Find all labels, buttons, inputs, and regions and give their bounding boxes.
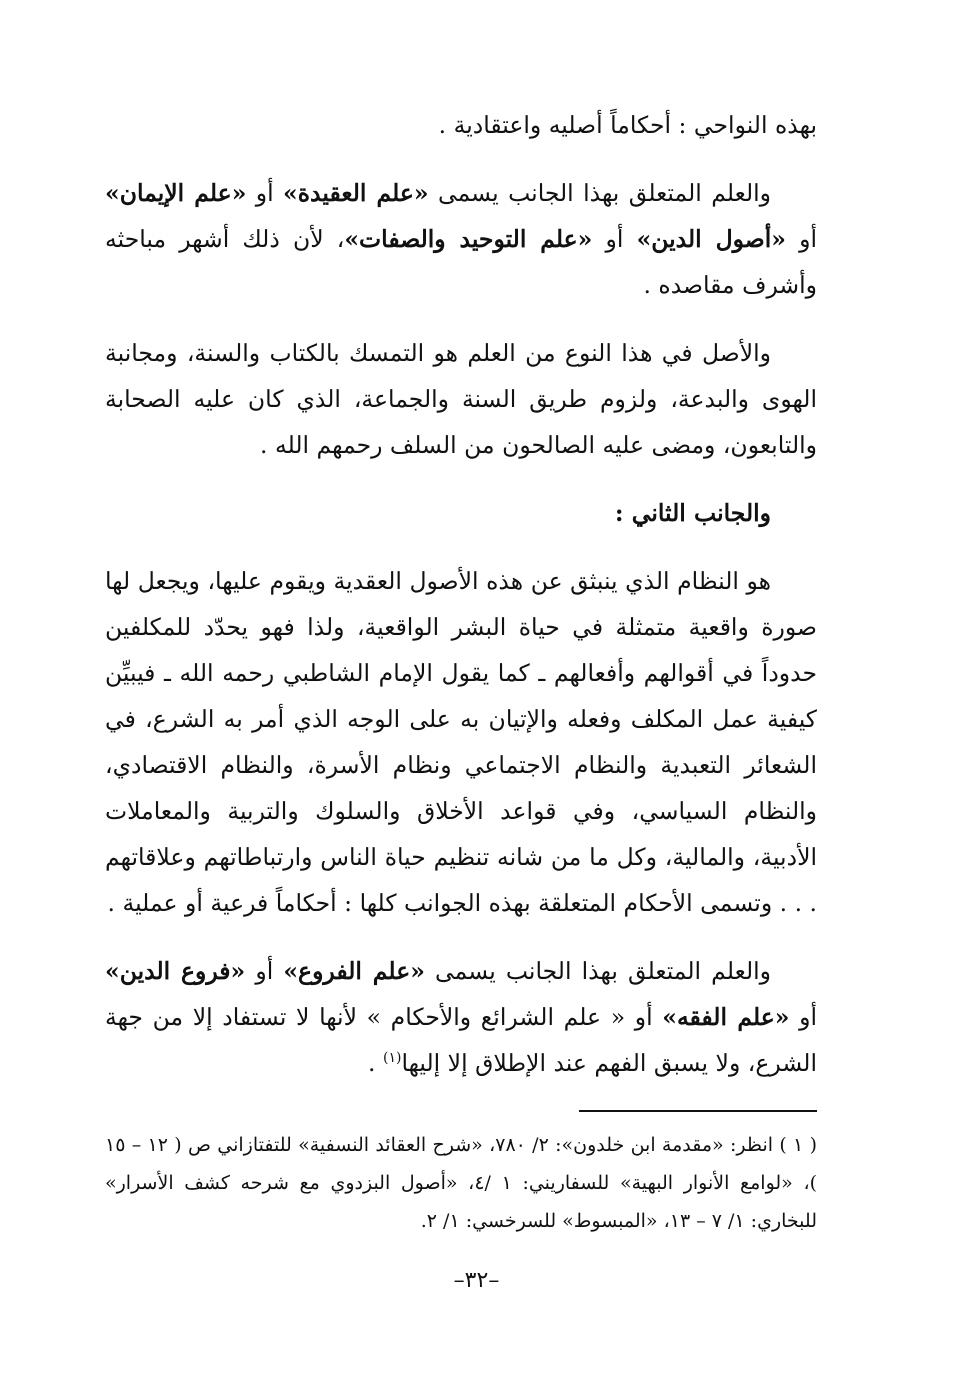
paragraph-fiqh-naming	[105, 948, 817, 1086]
text-run: ، لأن ذلك أشهر مباحثه وأشرف مقاصده .	[105, 225, 817, 299]
section-heading: والجانب الثاني :	[614, 499, 771, 527]
footnotes	[105, 1126, 817, 1240]
text-run: .	[368, 1049, 383, 1077]
main-text	[105, 102, 817, 1108]
text-run: أو	[246, 179, 284, 207]
term-usul-al-din: «أصول الدين»	[636, 225, 786, 253]
text-run: والعلم المتعلق بهذا الجانب يسمى	[428, 179, 771, 207]
text-run: أو « علم الشرائع والأحكام » لأنها لا تستفاد إلا من جهة الشرع، ولا يسبق الفهم عند الإطلاق إلا إليها	[105, 1003, 817, 1077]
footnote-1: ( ١ ) انظر: «مقدمة ابن خلدون»: ٢/ ٧٨٠، «شرح العقائد النسفية» للتفتازاني ص ( ١٢ – ١٥ )، «لوامع الأنوار البهية» للسفاريني: ١ /٤، «أصول البزدوي مع شرحه كشف الأسرار» للبخاري: ١/ ٧ – ١٣، «المبسوط» للسرخسي: ١/ ٢.	[105, 1134, 817, 1232]
text-run: أو	[245, 957, 284, 985]
term-ilm-al-iman: «علم الإيمان»	[105, 179, 247, 207]
footnote-reference[interactable]: (١)	[382, 1050, 402, 1067]
page-number: –٣٢–	[453, 1268, 500, 1293]
paragraph-principle: والأصل في هذا النوع من العلم هو التمسك بالكتاب والسنة، ومجانبة الهوى والبدعة، ولزوم طريق السنة والجماعة، الذي كان عليه الصحابة والتابعون، ومضى عليه الصالحون من السلف رحمهم الله .	[105, 339, 817, 459]
term-ilm-al-furu: «علم الفروع»	[283, 957, 425, 985]
term-ilm-al-aqeedah: «علم العقيدة»	[283, 179, 429, 207]
term-ilm-al-fiqh: «علم الفقه»	[662, 1003, 790, 1031]
term-furu-al-din: «فروع الدين»	[105, 957, 246, 985]
text-run: أو	[789, 1003, 818, 1031]
footnote-separator	[579, 1110, 817, 1112]
paragraph-second-aspect: هو النظام الذي ينبثق عن هذه الأصول العقدية ويقوم عليها، ويجعل لها صورة واقعية متمثلة في حياة البشر الواقعية، ولذا فهو يحدّد للمكلفين حدوداً في أقوالهم وأفعالهم ـ كما يقول الإمام الشاطبي رحمه الله ـ فيبيِّن كيفية عمل المكلف وفعله والإتيان به على الوجه الذي أمر به الشرع، في الشعائر التعبدية والنظام الاجتماعي ونظام الأسرة، والنظام الاقتصادي، والنظام السياسي، وفي قواعد الأخلاق والسلوك والتربية والمعاملات الأدبية، والمالية، وكل ما من شانه تنظيم حياة الناس وارتباطاتهم وعلاقاتهم . . . وتسمى الأحكام المتعلقة بهذه الجوانب كلها : أحكاماً فرعية أو عملية .	[105, 567, 817, 917]
text-run: أو	[592, 225, 637, 253]
text-run: والعلم المتعلق بهذا الجانب يسمى	[424, 957, 771, 985]
text-run: أو	[785, 225, 817, 253]
paragraph-continuation: بهذه النواحي : أحكاماً أصليه واعتقادية .	[438, 111, 817, 139]
term-tawheed-wal-sifat: «علم التوحيد والصفات»	[344, 225, 593, 253]
paragraph-aqeedah-naming	[105, 170, 817, 308]
